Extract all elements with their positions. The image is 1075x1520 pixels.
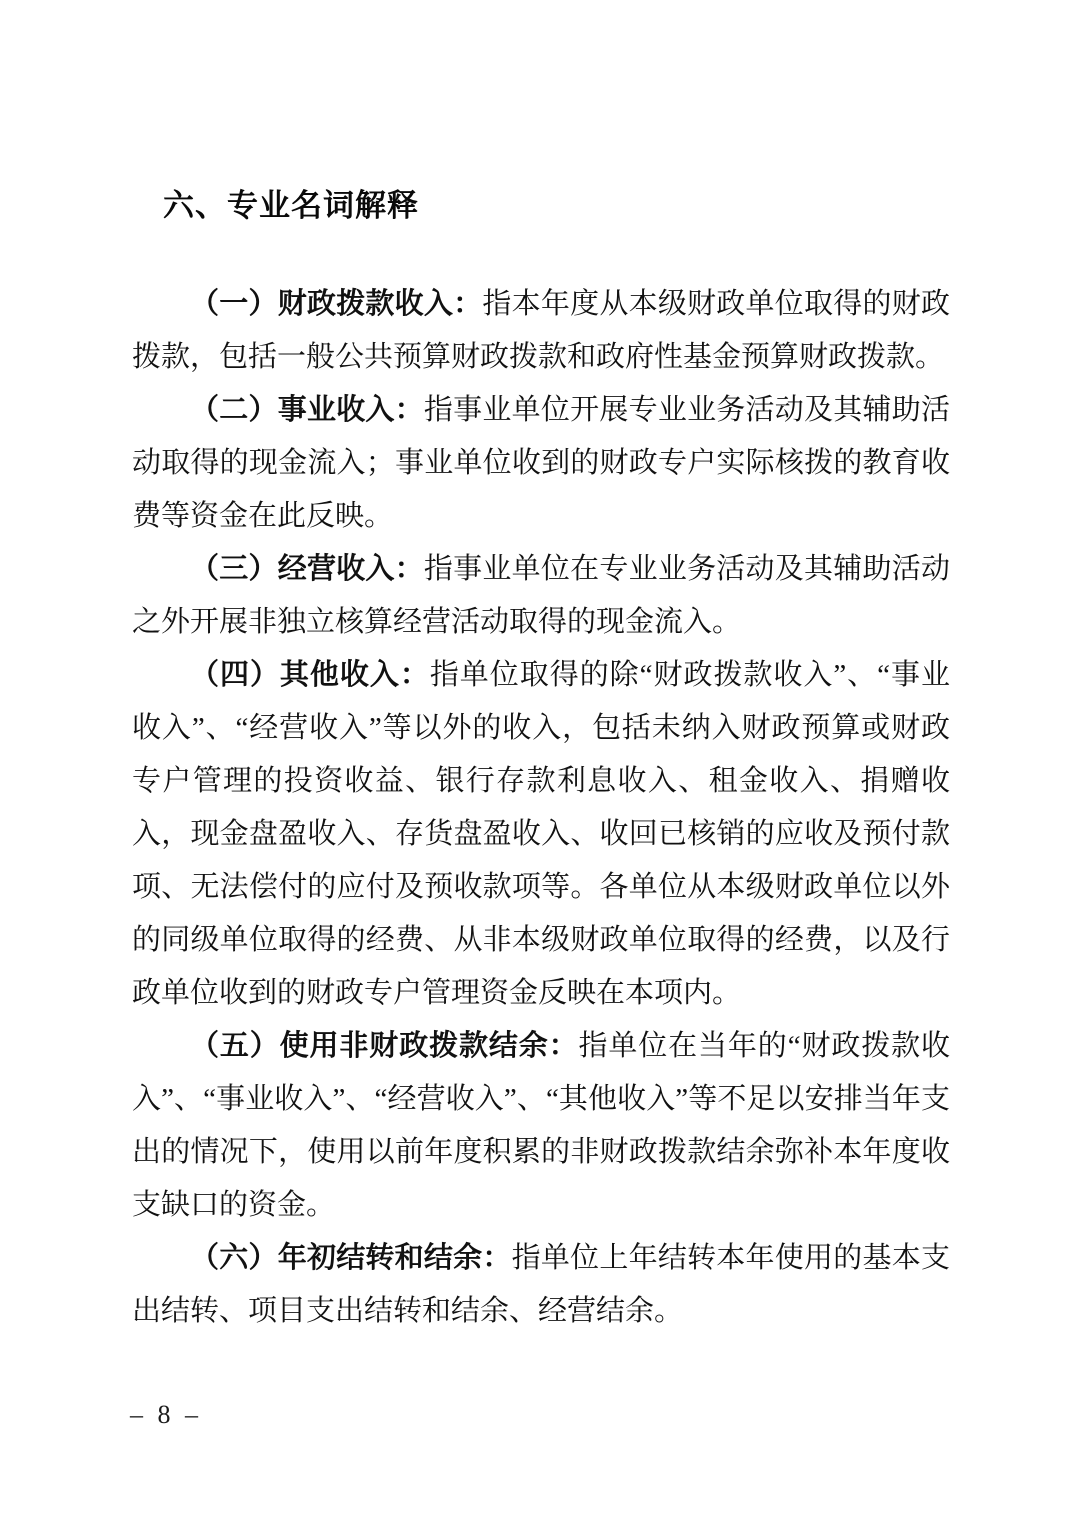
document-body [132,186,950,1338]
term-label: （二）事业收入： [190,394,424,426]
definition-text: 指单位取得的除“财政拨款收入”、“事业收入”、“经营收入”等以外的收入，包括未纳入财政预算或财政专户管理的投资收益、银行存款利息收入、租金收入、捐赠收入，现金盘盈收入、存货盘盈收入、收回已核销的应收及预付款项、无法偿付的应付及预收款项等。各单位从本级财政单位以外的同级单位取得的经费、从非本级财政单位取得的经费，以及行政单位收到的财政专户管理资金反映在本项内。 [132,659,950,1009]
page-number: – 8 – [130,1400,202,1429]
definition-text: 指事业单位开展专业业务活动及其辅助活动取得的现金流入；事业单位收到的财政专户实际核拨的教育收费等资金在此反映。 [132,394,950,532]
term-label: （五）使用非财政拨款结余： [190,1030,579,1062]
term-label: （六）年初结转和结余： [190,1242,512,1274]
paragraph-other-income [132,649,950,1020]
section-heading: 六、专业名词解释 [163,188,419,223]
term-label: （四）其他收入： [190,659,430,691]
definition-text: 指事业单位在专业业务活动及其辅助活动之外开展非独立核算经营活动取得的现金流入。 [132,553,950,638]
paragraph-fiscal-appropriation-income [132,278,950,384]
paragraph-operational-income [132,384,950,543]
paragraph-non-fiscal-surplus [132,1020,950,1232]
paragraph-carryover-balance [132,1232,950,1338]
paragraph-business-income [132,543,950,649]
definition-text: 指单位上年结转本年使用的基本支出结转、项目支出结转和结余、经营结余。 [132,1242,950,1327]
definition-text: 指单位在当年的“财政拨款收入”、“事业收入”、“经营收入”、“其他收入”等不足以安排当年支出的情况下，使用以前年度积累的非财政拨款结余弥补本年度收支缺口的资金。 [132,1030,950,1221]
term-label: （一）财政拨款收入： [190,288,483,320]
term-label: （三）经营收入： [190,553,424,585]
definition-text: 指本年度从本级财政单位取得的财政拨款，包括一般公共预算财政拨款和政府性基金预算财政拨款。 [132,288,950,373]
